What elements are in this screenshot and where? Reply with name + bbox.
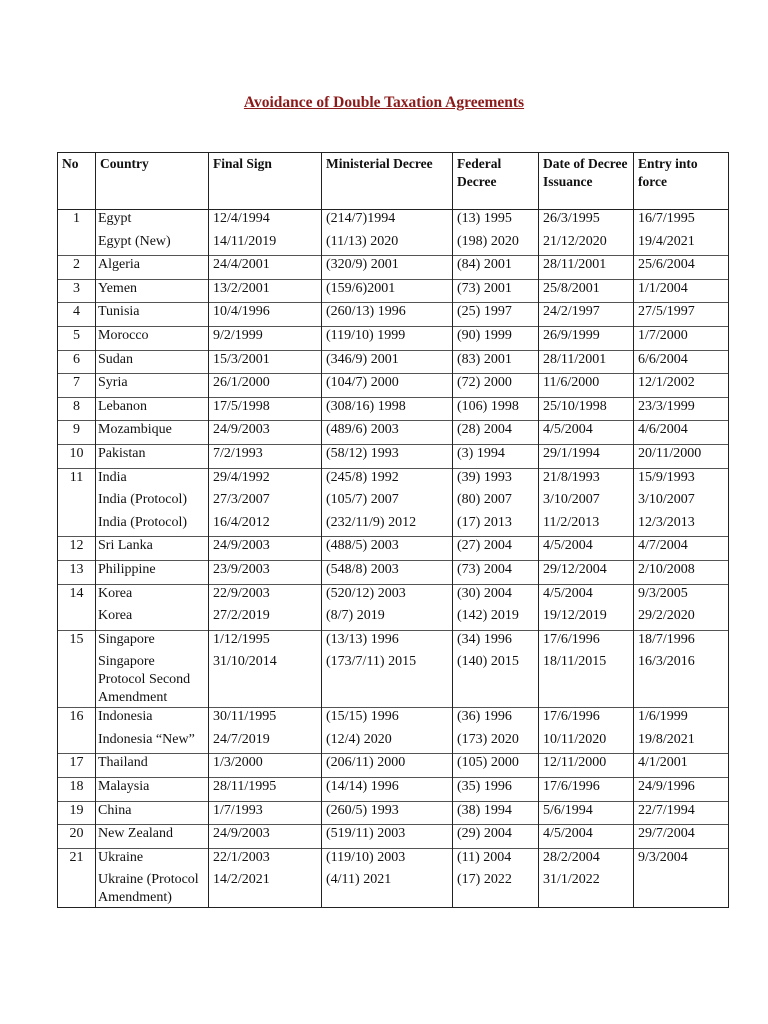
cell-final-sign: 10/4/1996 [209,303,322,327]
cell-date-issuance: 24/2/1997 [539,303,634,327]
cell-federal-decree: (173) 2020 [453,731,539,754]
cell-federal-decree: (27) 2004 [453,537,539,561]
cell-final-sign: 23/9/2003 [209,560,322,584]
cell-no [58,514,96,537]
cell-country: Lebanon [96,397,209,421]
cell-final-sign: 14/2/2021 [209,871,322,908]
table-row [58,584,729,607]
cell-final-sign: 26/1/2000 [209,374,322,398]
table-row [58,801,729,825]
cell-date-issuance: 17/6/1996 [539,630,634,653]
cell-date-issuance: 25/8/2001 [539,279,634,303]
cell-ministerial-decree: (519/11) 2003 [322,825,453,849]
cell-federal-decree: (30) 2004 [453,584,539,607]
cell-no [58,491,96,514]
cell-country: Algeria [96,256,209,280]
cell-entry-into-force: 2/10/2008 [634,560,729,584]
cell-final-sign: 9/2/1999 [209,326,322,350]
cell-country: Malaysia [96,778,209,802]
cell-date-issuance: 21/12/2020 [539,233,634,256]
cell-entry-into-force: 4/6/2004 [634,421,729,445]
cell-final-sign: 24/9/2003 [209,825,322,849]
cell-no: 7 [58,374,96,398]
cell-final-sign: 24/7/2019 [209,731,322,754]
cell-entry-into-force: 29/2/2020 [634,607,729,630]
cell-final-sign: 17/5/1998 [209,397,322,421]
cell-no [58,607,96,630]
cell-ministerial-decree: (104/7) 2000 [322,374,453,398]
cell-ministerial-decree: (15/15) 1996 [322,708,453,731]
cell-ministerial-decree: (105/7) 2007 [322,491,453,514]
cell-no: 1 [58,210,96,233]
cell-date-issuance: 28/2/2004 [539,848,634,871]
cell-entry-into-force: 12/3/2013 [634,514,729,537]
cell-ministerial-decree: (206/11) 2000 [322,754,453,778]
cell-federal-decree: (13) 1995 [453,210,539,233]
cell-ministerial-decree: (4/11) 2021 [322,871,453,908]
cell-entry-into-force: 18/7/1996 [634,630,729,653]
cell-federal-decree: (28) 2004 [453,421,539,445]
table-row [58,514,729,537]
cell-entry-into-force: 9/3/2004 [634,848,729,871]
table-header-row [58,153,729,210]
cell-federal-decree: (198) 2020 [453,233,539,256]
cell-final-sign: 1/12/1995 [209,630,322,653]
cell-ministerial-decree: (260/5) 1993 [322,801,453,825]
table-row [58,350,729,374]
cell-country: New Zealand [96,825,209,849]
cell-entry-into-force: 19/8/2021 [634,731,729,754]
cell-final-sign: 7/2/1993 [209,444,322,468]
cell-date-issuance: 12/11/2000 [539,754,634,778]
table-row [58,871,729,908]
cell-ministerial-decree: (320/9) 2001 [322,256,453,280]
cell-federal-decree: (25) 1997 [453,303,539,327]
cell-entry-into-force: 25/6/2004 [634,256,729,280]
cell-final-sign: 16/4/2012 [209,514,322,537]
cell-country: Indonesia [96,708,209,731]
cell-no: 6 [58,350,96,374]
cell-final-sign: 28/11/1995 [209,778,322,802]
cell-ministerial-decree: (346/9) 2001 [322,350,453,374]
cell-country: Syria [96,374,209,398]
cell-no: 3 [58,279,96,303]
cell-ministerial-decree: (13/13) 1996 [322,630,453,653]
cell-country: Ukraine [96,848,209,871]
cell-no: 18 [58,778,96,802]
cell-final-sign: 22/9/2003 [209,584,322,607]
table-row [58,326,729,350]
cell-no [58,233,96,256]
cell-date-issuance: 4/5/2004 [539,584,634,607]
cell-final-sign: 14/11/2019 [209,233,322,256]
table-row [58,491,729,514]
cell-ministerial-decree: (119/10) 1999 [322,326,453,350]
cell-date-issuance: 26/3/1995 [539,210,634,233]
dta-table [57,152,729,908]
cell-no: 21 [58,848,96,871]
cell-entry-into-force: 4/7/2004 [634,537,729,561]
cell-ministerial-decree: (12/4) 2020 [322,731,453,754]
cell-no: 19 [58,801,96,825]
cell-no: 17 [58,754,96,778]
cell-federal-decree: (17) 2013 [453,514,539,537]
cell-date-issuance: 11/6/2000 [539,374,634,398]
cell-entry-into-force: 15/9/1993 [634,468,729,491]
cell-federal-decree: (35) 1996 [453,778,539,802]
cell-country: India [96,468,209,491]
cell-no: 4 [58,303,96,327]
cell-date-issuance: 17/6/1996 [539,778,634,802]
cell-date-issuance: 5/6/1994 [539,801,634,825]
cell-date-issuance: 10/11/2020 [539,731,634,754]
cell-entry-into-force: 29/7/2004 [634,825,729,849]
header-no: No [58,153,96,210]
cell-entry-into-force [634,871,729,908]
cell-no: 13 [58,560,96,584]
cell-final-sign: 24/9/2003 [209,537,322,561]
header-final-sign: Final Sign [209,153,322,210]
cell-country: China [96,801,209,825]
cell-federal-decree: (83) 2001 [453,350,539,374]
cell-entry-into-force: 6/6/2004 [634,350,729,374]
cell-country: Morocco [96,326,209,350]
cell-country: Singapore Protocol Second Amendment [96,653,209,708]
cell-federal-decree: (29) 2004 [453,825,539,849]
cell-no: 16 [58,708,96,731]
cell-no: 10 [58,444,96,468]
cell-country: Tunisia [96,303,209,327]
cell-no: 12 [58,537,96,561]
table-row [58,560,729,584]
cell-date-issuance: 26/9/1999 [539,326,634,350]
table-row [58,468,729,491]
cell-date-issuance: 11/2/2013 [539,514,634,537]
cell-final-sign: 15/3/2001 [209,350,322,374]
cell-country: Ukraine (Protocol Amendment) [96,871,209,908]
cell-final-sign: 30/11/1995 [209,708,322,731]
cell-country: Singapore [96,630,209,653]
cell-federal-decree: (34) 1996 [453,630,539,653]
cell-federal-decree: (105) 2000 [453,754,539,778]
cell-entry-into-force: 16/7/1995 [634,210,729,233]
cell-federal-decree: (80) 2007 [453,491,539,514]
cell-final-sign: 1/3/2000 [209,754,322,778]
cell-final-sign: 13/2/2001 [209,279,322,303]
cell-no [58,871,96,908]
cell-federal-decree: (72) 2000 [453,374,539,398]
cell-ministerial-decree: (548/8) 2003 [322,560,453,584]
table-row [58,256,729,280]
cell-final-sign: 27/3/2007 [209,491,322,514]
cell-date-issuance: 3/10/2007 [539,491,634,514]
cell-final-sign: 22/1/2003 [209,848,322,871]
cell-entry-into-force: 4/1/2001 [634,754,729,778]
cell-date-issuance: 4/5/2004 [539,825,634,849]
cell-ministerial-decree: (308/16) 1998 [322,397,453,421]
cell-no: 15 [58,630,96,653]
cell-country: Yemen [96,279,209,303]
table-row [58,397,729,421]
cell-no: 14 [58,584,96,607]
cell-federal-decree: (36) 1996 [453,708,539,731]
table-body [58,210,729,908]
cell-ministerial-decree: (520/12) 2003 [322,584,453,607]
cell-ministerial-decree: (489/6) 2003 [322,421,453,445]
cell-date-issuance: 31/1/2022 [539,871,634,908]
cell-date-issuance: 4/5/2004 [539,537,634,561]
cell-country: Indonesia “New” [96,731,209,754]
table-row [58,607,729,630]
cell-federal-decree: (17) 2022 [453,871,539,908]
cell-date-issuance: 25/10/1998 [539,397,634,421]
cell-no [58,731,96,754]
table-row [58,754,729,778]
cell-ministerial-decree: (173/7/11) 2015 [322,653,453,708]
cell-federal-decree: (106) 1998 [453,397,539,421]
cell-country: Pakistan [96,444,209,468]
header-federal-decree: Federal Decree [453,153,539,210]
cell-final-sign: 24/9/2003 [209,421,322,445]
cell-final-sign: 31/10/2014 [209,653,322,708]
cell-entry-into-force: 9/3/2005 [634,584,729,607]
table-row [58,778,729,802]
cell-no: 8 [58,397,96,421]
cell-country: Thailand [96,754,209,778]
cell-entry-into-force: 1/6/1999 [634,708,729,731]
page-title: Avoidance of Double Taxation Agreements [243,94,525,111]
cell-country: Sri Lanka [96,537,209,561]
cell-entry-into-force: 3/10/2007 [634,491,729,514]
cell-entry-into-force: 23/3/1999 [634,397,729,421]
table-row [58,444,729,468]
cell-date-issuance: 29/1/1994 [539,444,634,468]
cell-date-issuance: 18/11/2015 [539,653,634,708]
cell-date-issuance: 29/12/2004 [539,560,634,584]
cell-country: Mozambique [96,421,209,445]
table-row [58,731,729,754]
cell-country: India (Protocol) [96,514,209,537]
cell-no: 2 [58,256,96,280]
cell-date-issuance: 4/5/2004 [539,421,634,445]
table-row [58,848,729,871]
cell-ministerial-decree: (119/10) 2003 [322,848,453,871]
cell-final-sign: 29/4/1992 [209,468,322,491]
cell-entry-into-force: 1/7/2000 [634,326,729,350]
cell-federal-decree: (142) 2019 [453,607,539,630]
cell-ministerial-decree: (214/7)1994 [322,210,453,233]
header-date-issuance: Date of Decree Issuance [539,153,634,210]
table-row [58,279,729,303]
cell-ministerial-decree: (245/8) 1992 [322,468,453,491]
cell-country: India (Protocol) [96,491,209,514]
cell-federal-decree: (38) 1994 [453,801,539,825]
cell-country: Egypt (New) [96,233,209,256]
cell-entry-into-force: 20/11/2000 [634,444,729,468]
cell-final-sign: 12/4/1994 [209,210,322,233]
cell-ministerial-decree: (232/11/9) 2012 [322,514,453,537]
table-row [58,708,729,731]
table-row [58,303,729,327]
table-row [58,421,729,445]
cell-date-issuance: 28/11/2001 [539,256,634,280]
cell-country: Philippine [96,560,209,584]
cell-final-sign: 24/4/2001 [209,256,322,280]
cell-federal-decree: (73) 2004 [453,560,539,584]
table-row [58,630,729,653]
cell-no: 20 [58,825,96,849]
cell-ministerial-decree: (488/5) 2003 [322,537,453,561]
cell-no: 9 [58,421,96,445]
cell-entry-into-force: 19/4/2021 [634,233,729,256]
cell-ministerial-decree: (14/14) 1996 [322,778,453,802]
cell-no: 11 [58,468,96,491]
table-row [58,653,729,708]
cell-ministerial-decree: (8/7) 2019 [322,607,453,630]
cell-ministerial-decree: (58/12) 1993 [322,444,453,468]
cell-entry-into-force: 12/1/2002 [634,374,729,398]
cell-date-issuance: 19/12/2019 [539,607,634,630]
cell-entry-into-force: 22/7/1994 [634,801,729,825]
table-row [58,233,729,256]
table-row [58,210,729,233]
table-row [58,374,729,398]
cell-federal-decree: (39) 1993 [453,468,539,491]
header-ministerial-decree: Ministerial Decree [322,153,453,210]
cell-entry-into-force: 16/3/2016 [634,653,729,708]
cell-country: Korea [96,584,209,607]
cell-federal-decree: (3) 1994 [453,444,539,468]
cell-country: Korea [96,607,209,630]
cell-federal-decree: (90) 1999 [453,326,539,350]
header-entry-into-force: Entry into force [634,153,729,210]
cell-federal-decree: (84) 2001 [453,256,539,280]
cell-entry-into-force: 1/1/2004 [634,279,729,303]
cell-ministerial-decree: (260/13) 1996 [322,303,453,327]
cell-federal-decree: (140) 2015 [453,653,539,708]
cell-date-issuance: 28/11/2001 [539,350,634,374]
cell-no [58,653,96,708]
header-country: Country [96,153,209,210]
table-row [58,537,729,561]
cell-date-issuance: 21/8/1993 [539,468,634,491]
cell-date-issuance: 17/6/1996 [539,708,634,731]
cell-final-sign: 1/7/1993 [209,801,322,825]
cell-entry-into-force: 27/5/1997 [634,303,729,327]
cell-no: 5 [58,326,96,350]
cell-entry-into-force: 24/9/1996 [634,778,729,802]
cell-ministerial-decree: (159/6)2001 [322,279,453,303]
table-row [58,825,729,849]
cell-country: Sudan [96,350,209,374]
cell-final-sign: 27/2/2019 [209,607,322,630]
cell-country: Egypt [96,210,209,233]
cell-federal-decree: (73) 2001 [453,279,539,303]
cell-ministerial-decree: (11/13) 2020 [322,233,453,256]
cell-federal-decree: (11) 2004 [453,848,539,871]
